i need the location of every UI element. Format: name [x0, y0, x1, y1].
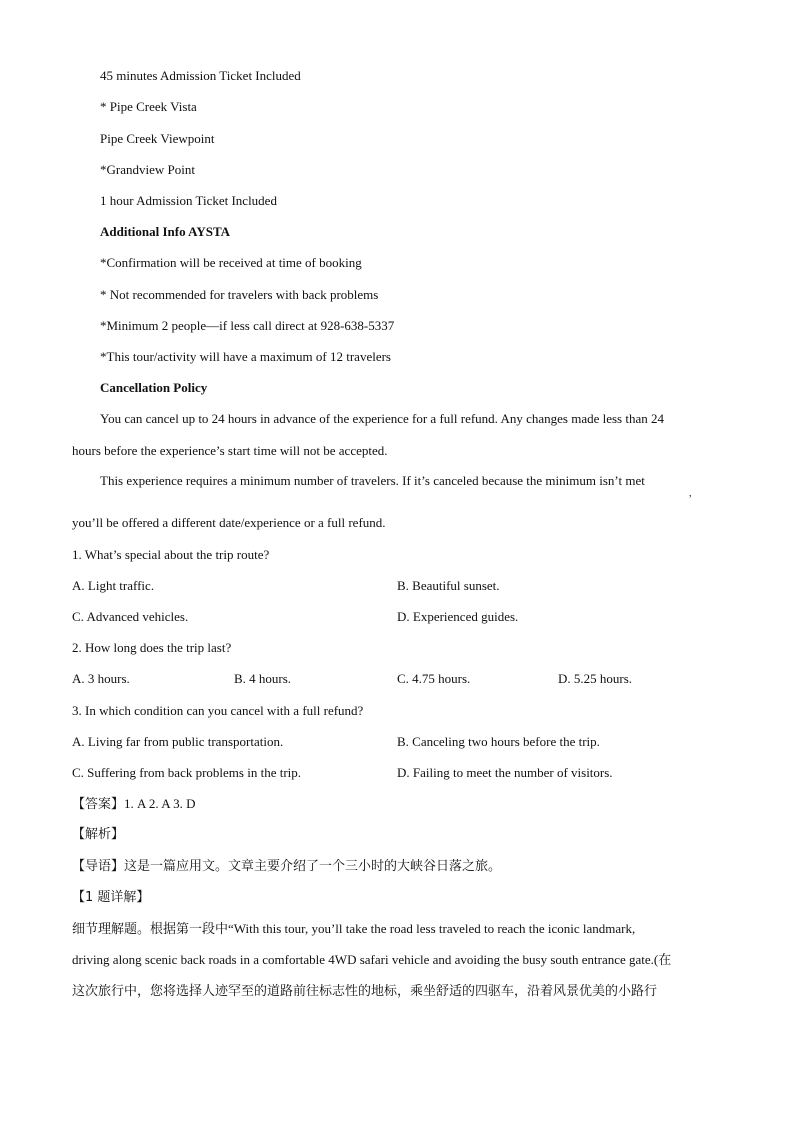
guide-label: 【导语】 — [72, 859, 125, 874]
question-1: 1. What’s special about the trip route? — [72, 547, 270, 562]
cancellation-paragraph-2-cont: you’ll be offered a different date/experience or a full refund. — [72, 515, 386, 530]
question-1-option-c: C. Advanced vehicles. — [72, 609, 189, 624]
cancellation-heading: Cancellation Policy — [100, 380, 208, 395]
additional-info-heading: Additional Info AYSTA — [100, 224, 231, 239]
question-3-option-b: B. Canceling two hours before the trip. — [397, 734, 600, 749]
q1-detail-line: 这次旅行中，您将选择人迹罕至的道路前往标志性的地标，乘坐舒适的四驱车，沿着风景优美的小路行 — [72, 984, 658, 999]
guide-text: 这是一篇应用文。文章主要介绍了一个三小时的大峡谷日落之旅。 — [124, 859, 502, 874]
itinerary-line: 45 minutes Admission Ticket Included — [100, 68, 301, 83]
additional-info-item: *Minimum 2 people—if less call direct at 928-638-5337 — [100, 318, 395, 333]
q1-detail-line: driving along scenic back roads in a comfortable 4WD safari vehicle and avoiding the busy south entrance gate.(在 — [72, 952, 672, 967]
cancellation-paragraph-1-cont: hours before the experience’s start time will not be accepted. — [72, 443, 388, 458]
itinerary-line: *Grandview Point — [100, 162, 195, 177]
itinerary-line: Pipe Creek Viewpoint — [100, 131, 215, 146]
question-2-option-a: A. 3 hours. — [72, 671, 130, 686]
q1-detail-label: 【1 题详解】 — [72, 890, 150, 905]
answer-line — [72, 796, 196, 813]
question-3-option-c: C. Suffering from back problems in the trip. — [72, 765, 302, 780]
question-3: 3. In which condition can you cancel with a full refund? — [72, 703, 364, 718]
question-3-option-d: D. Failing to meet the number of visitors. — [397, 765, 613, 780]
analysis-label: 【解析】 — [72, 827, 125, 842]
question-1-option-d: D. Experienced guides. — [397, 609, 519, 624]
guide-line — [72, 859, 501, 875]
question-3-option-a: A. Living far from public transportation. — [72, 734, 284, 749]
itinerary-line: * Pipe Creek Vista — [100, 99, 197, 114]
question-2-option-d: D. 5.25 hours. — [558, 671, 633, 686]
question-1-option-b: B. Beautiful sunset. — [397, 578, 500, 593]
question-2-option-c: C. 4.75 hours. — [397, 671, 471, 686]
answer-values: 1. A 2. A 3. D — [124, 796, 196, 811]
additional-info-item: *This tour/activity will have a maximum of 12 travelers — [100, 349, 391, 364]
q1-detail-line: 细节理解题。根据第一段中“With this tour, you’ll take the road less traveled to reach the iconic landmark, — [72, 921, 636, 936]
additional-info-item: *Confirmation will be received at time of booking — [100, 255, 362, 270]
question-1-option-a: A. Light traffic. — [72, 578, 155, 593]
cancellation-paragraph-1: You can cancel up to 24 hours in advance of the experience for a full refund. Any changes made less than 24 — [100, 411, 664, 426]
answer-label: 【答案】 — [72, 797, 125, 812]
question-2-option-b: B. 4 hours. — [234, 671, 292, 686]
question-2: 2. How long does the trip last? — [72, 640, 232, 655]
itinerary-line: 1 hour Admission Ticket Included — [100, 193, 277, 208]
cancellation-paragraph-2: This experience requires a minimum number of travelers. If it’s canceled because the minimum isn’t met — [100, 473, 645, 488]
stray-comma-mark: , — [689, 488, 692, 499]
additional-info-item: * Not recommended for travelers with back problems — [100, 287, 379, 302]
